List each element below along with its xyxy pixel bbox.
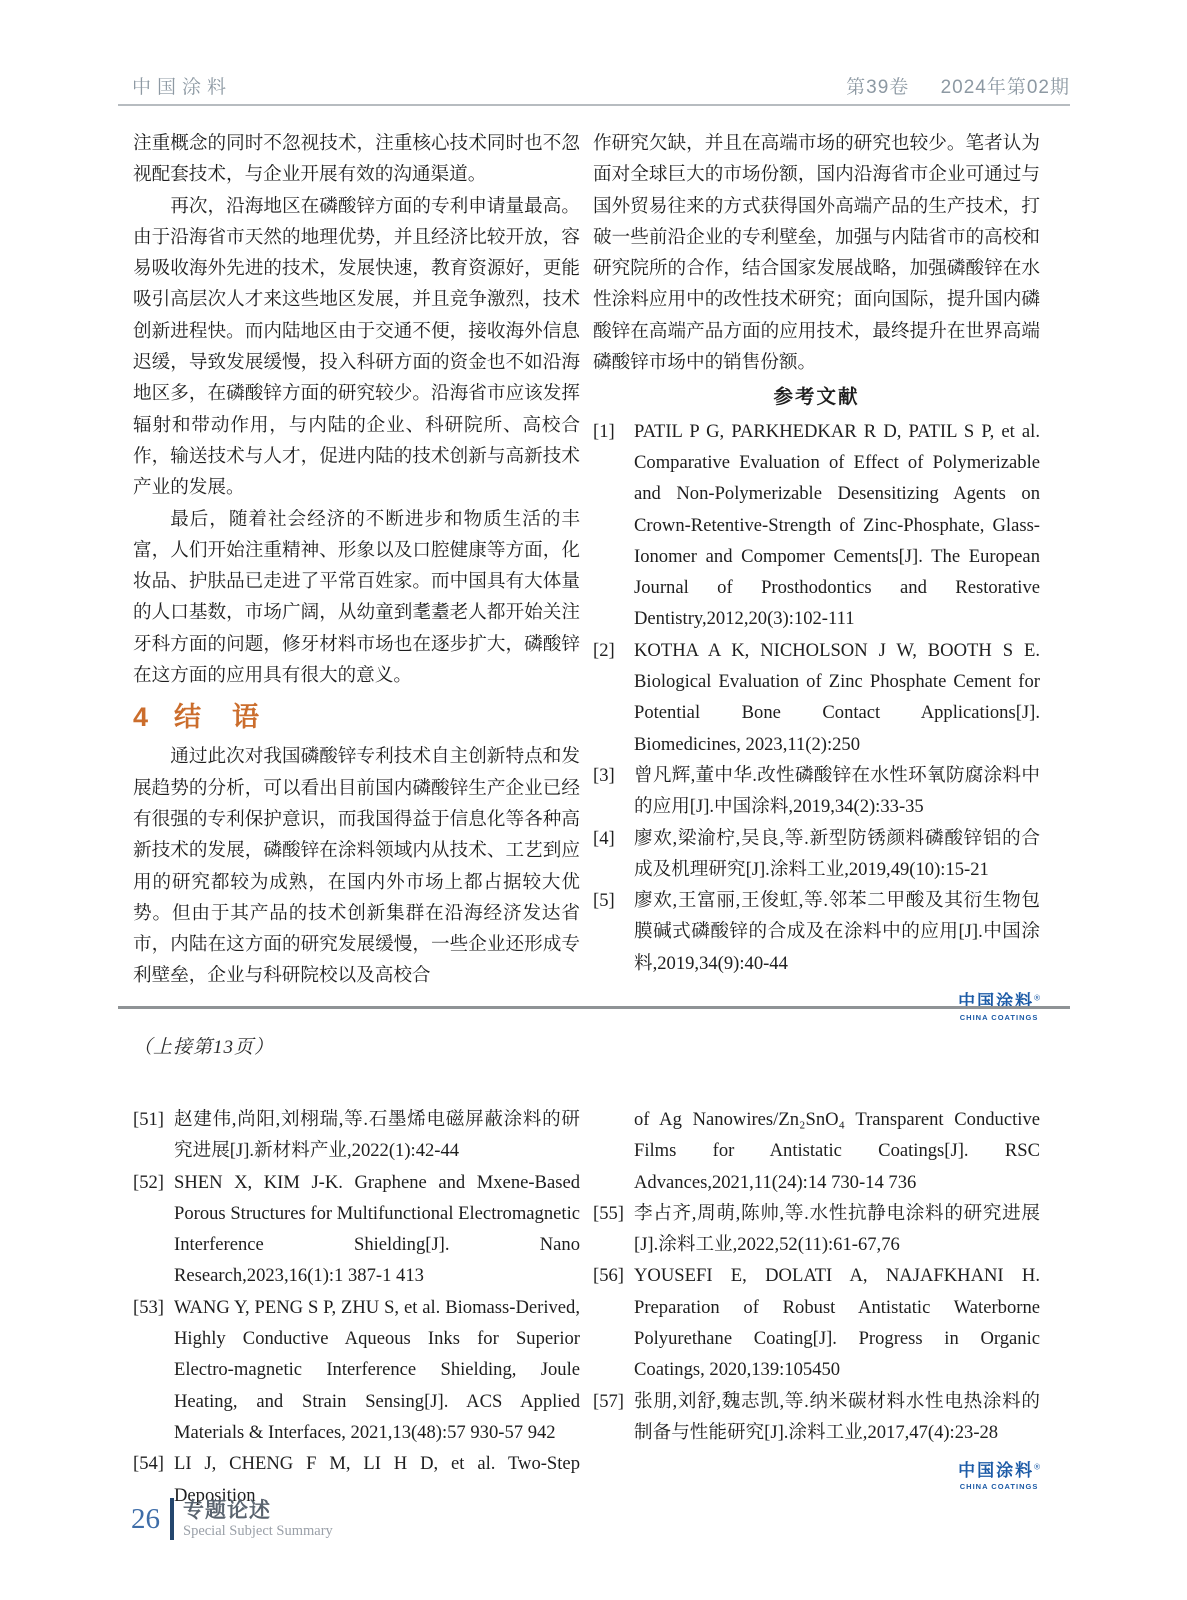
reference-text: 赵建伟,尚阳,刘栩瑞,等.石墨烯电磁屏蔽涂料的研究进展[J].新材料产业,2022(1):42-44 — [174, 1109, 580, 1162]
reference-item — [593, 416, 1040, 635]
logo-text-cn: 中国涂料 — [958, 992, 1035, 1012]
reference-item — [133, 1292, 580, 1448]
registered-mark-icon: ® — [1034, 993, 1040, 1003]
reference-text: LI J, CHENG F M, LI H D, et al. Two-Step Deposition — [174, 1453, 580, 1506]
reference-item — [593, 1386, 1040, 1449]
reference-number: [57] — [593, 1390, 624, 1412]
bottom-right-column — [593, 1104, 1040, 1511]
volume-label: 第39卷 — [846, 77, 910, 98]
section-divider — [118, 1006, 1070, 1009]
reference-number: [5] — [593, 890, 615, 912]
reference-text: 曾凡辉,董中华.改性磷酸锌在水性环氧防腐涂料中的应用[J].中国涂料,2019,34(2):33-35 — [634, 764, 1040, 818]
logo-text-cn: 中国涂料 — [958, 1461, 1035, 1481]
reference-text: 廖欢,王富丽,王俊虹,等.邻苯二甲酸及其衍生物包膜碱式磷酸锌的合成及在涂料中的应用[J].中国涂料,2019,34(9):40-44 — [634, 890, 1040, 974]
footer-section-labels — [183, 1499, 333, 1540]
page-number: 26 — [131, 1502, 160, 1535]
reference-number: [55] — [593, 1202, 624, 1224]
logo-text-en: CHINA COATINGS — [959, 1013, 1039, 1023]
reference-item — [593, 1198, 1040, 1261]
article-body — [133, 128, 1040, 1025]
reference-number: [3] — [593, 764, 615, 786]
reference-item — [593, 885, 1040, 979]
reference-number: [53] — [133, 1296, 164, 1318]
reference-number: [1] — [593, 420, 615, 442]
reference-number: [2] — [593, 639, 615, 661]
reference-text: PATIL P G, PARKHEDKAR R D, PATIL S P, et al. Comparative Evaluation of Effect of Polymerizable and Non-Polymerizable Desensitizing Agents on Crown-Retentive-Strength of Zinc-Phosphate, Glass-Ionomer and Compomer Cements[J]. The European Journal of Prosthodontics and Restorative Dentistry,2012,20(3):102-111 — [634, 420, 1040, 630]
footer-divider-bar — [170, 1498, 174, 1540]
reference-text: SHEN X, KIM J-K. Graphene and Mxene-Based Porous Structures for Multifunctional Electromagnetic Interference Shielding[J]. Nano Research,2023,16(1):1 387-1 413 — [174, 1171, 580, 1287]
reference-number: [54] — [133, 1453, 164, 1475]
left-column — [133, 128, 580, 1025]
reference-text: 李占齐,周萌,陈帅,等.水性抗静电涂料的研究进展[J].涂料工业,2022,52(11):61-67,76 — [634, 1202, 1040, 1256]
china-coatings-logo — [958, 1462, 1040, 1491]
reference-item — [133, 1167, 580, 1292]
references-heading: 参考文献 — [773, 387, 860, 409]
section-number: 4 — [133, 702, 149, 733]
reference-number: [52] — [133, 1171, 164, 1193]
issue-number-label: 2024年第02期 — [940, 77, 1070, 98]
reference-text: WANG Y, PENG S P, ZHU S, et al. Biomass-Derived, Highly Conductive Aqueous Inks for Superior Electro-magnetic Interference Shielding, Joule Heating, and Strain Sensing[J]. ACS Applied Materials & Interfaces, 2021,13(48):57 930-57 942 — [174, 1296, 580, 1443]
section-label-cn: 专题论述 — [183, 1498, 271, 1522]
logo-text-en: CHINA COATINGS — [959, 1482, 1039, 1492]
reference-number: [51] — [133, 1109, 164, 1130]
conclusion-paragraph: 通过此次对我国磷酸锌专利技术自主创新特点和发展趋势的分析，可以看出目前国内磷酸锌生产企业已经有很强的专利保护意识，而我国得益于信息化等各种高新技术的发展，磷酸锌在涂料领域内从技术、工艺到应用的研究都较为成熟，在国内外市场上都占据较大优势。但由于其产品的技术创新集群在沿海经济发达省市，内陆在这方面的研究发展缓慢，一些企业还形成专利壁垒，企业与科研院校以及高校合 — [133, 746, 580, 987]
paragraph: 注重概念的同时不忽视技术，注重核心技术同时也不忽视配套技术，与企业开展有效的沟通渠道。 — [133, 133, 580, 186]
journal-name: 中国涂料 — [132, 77, 233, 98]
paragraph: 最后，随着社会经济的不断进步和物质生活的丰富，人们开始注重精神、形象以及口腔健康等方面，化妆品、护肤品已走进了平常百姓家。而中国具有大体量的人口基数，市场广阔，从幼童到耄耋老人都开始关注牙科方面的问题，修牙材料市场也在逐步扩大，磷酸锌在这方面的应用具有很大的意义。 — [133, 508, 580, 687]
reference-item — [593, 760, 1040, 823]
right-column — [593, 128, 1040, 1025]
reference-item — [133, 1104, 580, 1167]
reference-number: [56] — [593, 1265, 624, 1287]
reference-text: 张朋,刘舒,魏志凯,等.纳米碳材料水性电热涂料的制备与性能研究[J].涂料工业,2017,47(4):23-28 — [634, 1390, 1040, 1443]
registered-mark-icon: ® — [1034, 1462, 1040, 1472]
logo-container — [593, 1462, 1040, 1494]
bottom-left-column — [133, 1104, 580, 1511]
issue-info — [820, 72, 1070, 99]
reference-item — [593, 1260, 1040, 1385]
reference-text: 廖欢,梁渝柠,吴良,等.新型防锈颜料磷酸锌铝的合成及机理研究[J].涂料工业,2019,49(10):15-21 — [634, 827, 1040, 880]
reference-item — [593, 823, 1040, 886]
reference-text: YOUSEFI E, DOLATI A, NAJAFKHANI H. Preparation of Robust Antistatic Waterborne Polyurethane Coating[J]. Progress in Organic Coatings, 2020,139:105450 — [634, 1265, 1040, 1381]
reference-number: [4] — [593, 827, 615, 849]
reference-number — [593, 1104, 634, 1198]
reference-item-continuation — [593, 1104, 1040, 1198]
continued-references-section — [133, 1104, 1040, 1511]
section-label-en: Special Subject Summary — [183, 1522, 333, 1539]
section-title: 结 语 — [174, 702, 262, 733]
page-footer — [131, 1498, 333, 1540]
section-heading-conclusion — [133, 700, 580, 734]
logo-container — [593, 993, 1040, 1025]
paragraph: 再次，沿海地区在磷酸锌方面的专利申请量最高。由于沿海省市天然的地理优势，并且经济比较开放，容易吸收海外先进的技术，发展快速，教育资源好，更能吸引高层次人才来这些地区发展，并且竞争激烈，技术创新进程快。而内陆地区由于交通不便，接收海外信息迟缓，导致发展缓慢，投入科研方面的资金也不如沿海地区多，在磷酸锌方面的研究较少。沿海省市应该发挥辐射和带动作用，与内陆的企业、科研院所、高校合作，输送技术与人才，促进内陆的技术创新与高新技术产业的发展。 — [133, 195, 580, 499]
page-header — [118, 70, 1070, 106]
reference-text: of Ag Nanowires/Zn₂SnO₄ Transparent Conductive Films for Antistatic Coatings[J]. RSC Advances,2021,11(24):14 730-14 736 — [634, 1109, 1040, 1193]
reference-item — [593, 635, 1040, 760]
reference-text: KOTHA A K, NICHOLSON J W, BOOTH S E. Biological Evaluation of Zinc Phosphate Cement for Potential Bone Contact Applications[J]. Biomedicines, 2023,11(2):250 — [634, 639, 1040, 755]
continued-from-note: （上接第13页） — [133, 1037, 275, 1058]
paragraph: 作研究欠缺，并且在高端市场的研究也较少。笔者认为面对全球巨大的市场份额，国内沿海省市企业可通过与国外贸易往来的方式获得国外高端产品的生产技术，打破一些前沿企业的专利壁垒，加强与内陆省市的高校和研究院所的合作，结合国家发展战略，加强磷酸锌在水性涂料应用中的改性技术研究；面向国际，提升国内磷酸锌在高端产品方面的应用技术，最终提升在世界高端磷酸锌市场中的销售份额。 — [593, 133, 1040, 374]
